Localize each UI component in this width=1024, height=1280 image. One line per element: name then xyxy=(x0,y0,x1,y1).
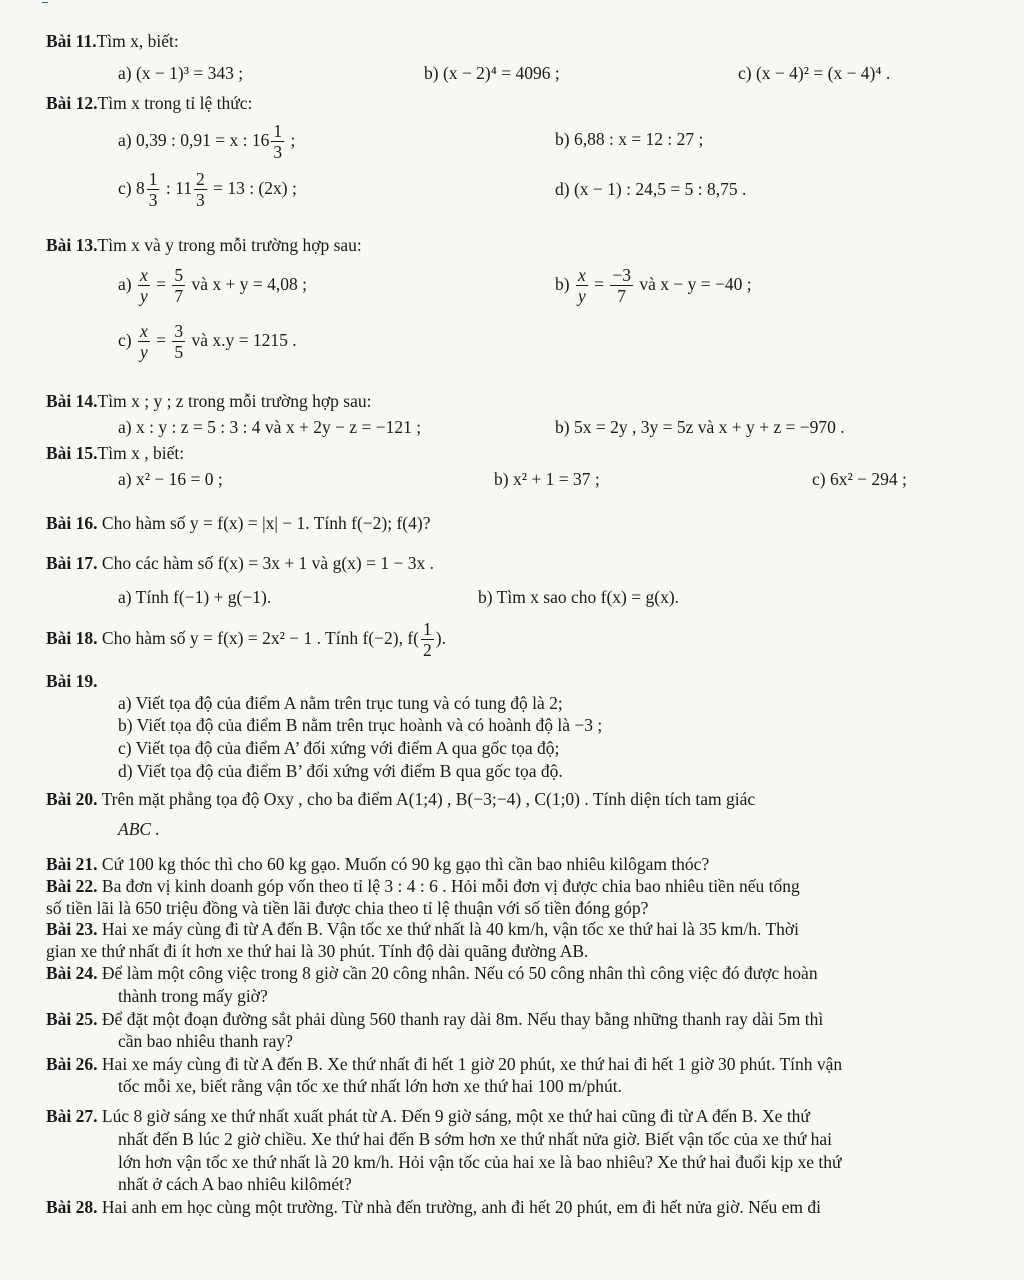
problem-27 xyxy=(46,1105,810,1127)
problem-27-text4: nhất ở cách A bao nhiêu kilômét? xyxy=(118,1174,352,1194)
frac-den: 2 xyxy=(423,640,432,661)
problem-23 xyxy=(46,918,799,940)
fraction-5-7 xyxy=(172,265,185,306)
frac-den: 5 xyxy=(174,342,184,363)
problem-23-text1: Hai xe máy cùng đi từ A đến B. Vận tốc xe thứ nhất là 40 km/h, vận tốc xe thứ hai là 35 km/h. Thời xyxy=(101,919,800,939)
problem-27-text1: Lúc 8 giờ sáng xe thứ nhất xuất phát từ A. Đến 9 giờ sáng, một xe thứ hai cũng đi từ A đến B. Xe thứ xyxy=(101,1106,810,1126)
problem-12-b: b) 6,88 : x = 12 : 27 ; xyxy=(555,129,704,149)
problem-25-text2: cần bao nhiêu thanh ray? xyxy=(118,1031,293,1051)
problem-13-text: Tìm x và y trong mỗi trường hợp sau: xyxy=(97,235,362,255)
frac-num: 5 xyxy=(174,265,184,286)
problem-20-title: Bài 20. xyxy=(46,789,98,809)
problem-22 xyxy=(46,875,800,897)
problem-25-title: Bài 25. xyxy=(46,1009,98,1029)
problem-13-a-post: và x + y = 4,08 ; xyxy=(191,274,308,294)
problem-11-title: Bài 11. xyxy=(46,31,97,51)
frac-num: 1 xyxy=(273,121,283,142)
problem-26-text2: tốc mỗi xe, biết rằng vận tốc xe thứ nhất lớn hơn xe thứ hai 100 m/phút. xyxy=(118,1076,623,1096)
problem-25 xyxy=(46,1008,823,1030)
problem-15-heading xyxy=(46,442,184,464)
problem-12-d: d) (x − 1) : 24,5 = 5 : 8,75 . xyxy=(555,179,747,199)
problem-13-c: c) $\frac{x}{y}$ = $\frac{3}{5}$ và x.y = 1215 . xyxy=(118,321,297,363)
problem-18-text-pre: Cho hàm số y = f(x) = 2x² − 1 . Tính f(−2), f( xyxy=(101,628,419,648)
problem-12-a-post: ; xyxy=(286,130,296,150)
problem-24-title: Bài 24. xyxy=(46,963,98,983)
problem-13-title: Bài 13. xyxy=(46,235,98,255)
fraction-2-3 xyxy=(194,169,207,210)
problem-27-text2: nhất đến B lúc 2 giờ chiều. Xe thứ hai đến B sớm hơn xe thứ nhất nửa giờ. Biết vận tốc của xe thứ hai xyxy=(118,1129,833,1149)
problem-14-text: Tìm x ; y ; z trong mỗi trường hợp sau: xyxy=(97,391,372,411)
problem-13-b: b) $\frac{x}{y}$ = $\frac{-3}{7}$ và x − y = −40 ; xyxy=(555,265,752,307)
problem-19-a: a) Viết tọa độ của điểm A nằm trên trục tung và có tung độ là 2; xyxy=(118,693,563,713)
problem-15-title: Bài 15. xyxy=(46,443,98,463)
frac-den: 7 xyxy=(617,286,627,307)
problem-14-title: Bài 14. xyxy=(46,391,98,411)
problem-13-a: a) $\frac{x}{y}$ = $\frac{5}{7}$ và x + y = 4,08 ; xyxy=(118,265,308,307)
problem-17 xyxy=(46,552,434,574)
problem-13-c-post: và x.y = 1215 . xyxy=(191,330,297,350)
problem-13-b-pre: b) xyxy=(555,274,570,294)
problem-15-b: b) x² + 1 = 37 ; xyxy=(494,469,600,489)
frac-num: x xyxy=(139,321,148,342)
frac-num: 3 xyxy=(174,321,184,342)
problem-18 xyxy=(46,614,446,662)
problem-15-a: a) x² − 16 = 0 ; xyxy=(118,469,223,489)
problem-15-text: Tìm x , biết: xyxy=(97,443,185,463)
problem-12-c-pre: c) 8 xyxy=(118,178,145,198)
fraction-x-y xyxy=(138,321,150,362)
problem-12-heading xyxy=(46,92,252,114)
problem-12-c xyxy=(118,166,297,210)
problem-17-text: Cho các hàm số f(x) = 3x + 1 và g(x) = 1 − 3x . xyxy=(101,553,434,573)
problem-21-text: Cứ 100 kg thóc thì cho 60 kg gạo. Muốn có 90 kg gạo thì cần bao nhiêu kilôgam thóc? xyxy=(101,854,710,874)
problem-21-title: Bài 21. xyxy=(46,854,98,874)
fraction-x-y xyxy=(576,265,588,306)
problem-11-c: c) (x − 4)² = (x − 4)⁴ . xyxy=(738,63,891,83)
problem-24 xyxy=(46,962,818,984)
frac-den: y xyxy=(139,286,148,307)
problem-13-b-post: và x − y = −40 ; xyxy=(639,274,752,294)
problem-12-title: Bài 12. xyxy=(46,93,98,113)
problem-22-title: Bài 22. xyxy=(46,876,98,896)
frac-num: 1 xyxy=(423,619,432,640)
frac-num: 2 xyxy=(195,169,205,190)
problem-17-a: a) Tính f(−1) + g(−1). xyxy=(118,587,272,607)
problem-13-heading xyxy=(46,234,362,256)
problem-16 xyxy=(46,512,430,534)
problem-19-b: b) Viết tọa độ của điểm B nằm trên trục hoành và có hoành độ là −3 ; xyxy=(118,715,603,735)
fraction-x-y xyxy=(138,265,150,306)
problem-14-b: b) 5x = 2y , 3y = 5z và x + y + z = −970 . xyxy=(555,417,845,437)
problem-11-text: Tìm x, biết: xyxy=(96,31,179,51)
problem-22-text2: số tiền lãi là 650 triệu đồng và tiền lãi được chia theo tỉ lệ thuận với số tiền đóng góp? xyxy=(46,898,649,918)
fraction-1-2 xyxy=(421,619,434,660)
problem-17-title: Bài 17. xyxy=(46,553,98,573)
frac-num: −3 xyxy=(612,265,631,286)
problem-28-text: Hai anh em học cùng một trường. Từ nhà đến trường, anh đi hết 20 phút, em đi hết nửa giờ. Nếu em đi xyxy=(101,1197,821,1217)
problem-27-text3: lớn hơn vận tốc xe thứ nhất là 20 km/h. Hỏi vận tốc của hai xe là bao nhiêu? Xe thứ hai đuổi kịp xe thứ xyxy=(118,1152,842,1172)
frac-num: x xyxy=(139,265,148,286)
frac-num: 1 xyxy=(148,169,158,190)
problem-20-text1: Trên mặt phẳng tọa độ Oxy , cho ba điểm A(1;4) , B(−3;−4) , C(1;0) . Tính diện tích tam giác xyxy=(101,789,756,809)
problem-12-c-post: = 13 : (2x) ; xyxy=(208,178,297,198)
problem-27-title: Bài 27. xyxy=(46,1106,98,1126)
fraction-neg3-7 xyxy=(610,265,633,306)
problem-25-text1: Để đặt một đoạn đường sắt phải dùng 560 thanh ray dài 8m. Nếu thay bằng những thanh ray dài 5m thì xyxy=(101,1009,824,1029)
frac-den: 3 xyxy=(195,190,205,211)
problem-11-b: b) (x − 2)⁴ = 4096 ; xyxy=(424,63,560,83)
problem-28 xyxy=(46,1196,821,1218)
problem-15-c: c) 6x² − 294 ; xyxy=(812,469,907,489)
problem-28-title: Bài 28. xyxy=(46,1197,98,1217)
frac-den: 3 xyxy=(148,190,158,211)
problem-24-text1: Để làm một công việc trong 8 giờ cần 20 công nhân. Nếu có 50 công nhân thì công việc đó được hoàn xyxy=(101,963,818,983)
problem-16-text: Cho hàm số y = f(x) = |x| − 1. Tính f(−2); f(4)? xyxy=(101,513,431,533)
corner-mark xyxy=(42,2,48,7)
problem-19-d: d) Viết tọa độ của điểm B’ đối xứng với điểm B qua gốc tọa độ. xyxy=(118,761,563,781)
frac-den: 7 xyxy=(174,286,184,307)
problem-14-a: a) x : y : z = 5 : 3 : 4 và x + 2y − z = −121 ; xyxy=(118,417,422,437)
problem-13-a-pre: a) xyxy=(118,274,132,294)
problem-24-text2: thành trong mấy giờ? xyxy=(118,986,268,1006)
problem-19-c: c) Viết tọa độ của điểm A’ đối xứng với điểm A qua gốc tọa độ; xyxy=(118,738,560,758)
frac-den: y xyxy=(577,286,586,307)
frac-num: x xyxy=(577,265,586,286)
problem-20 xyxy=(46,788,755,810)
problem-22-text1: Ba đơn vị kinh doanh góp vốn theo tỉ lệ 3 : 4 : 6 . Hỏi mỗi đơn vị được chia bao nhiêu tiền nếu tổng xyxy=(101,876,800,896)
problem-11-heading xyxy=(46,30,179,52)
problem-26-title: Bài 26. xyxy=(46,1054,98,1074)
frac-den: 3 xyxy=(273,142,283,163)
problem-12-text: Tìm x trong tỉ lệ thức: xyxy=(97,93,253,113)
problem-23-text2: gian xe thứ nhất đi ít hơn xe thứ hai là 30 phút. Tính độ dài quãng đường AB. xyxy=(46,941,589,961)
fraction-1-3 xyxy=(271,121,284,162)
frac-den: y xyxy=(139,342,148,363)
problem-12-a xyxy=(118,118,295,162)
problem-18-text-post: ). xyxy=(435,628,446,648)
problem-19-title: Bài 19. xyxy=(46,671,98,691)
problem-13-c-pre: c) xyxy=(118,330,132,350)
problem-21 xyxy=(46,853,709,875)
problem-11-a: a) (x − 1)³ = 343 ; xyxy=(118,63,244,83)
problem-14-heading xyxy=(46,390,372,412)
problem-12-a-pre: a) 0,39 : 0,91 = x : 16 xyxy=(118,130,270,150)
problem-23-title: Bài 23. xyxy=(46,919,98,939)
problem-17-b: b) Tìm x sao cho f(x) = g(x). xyxy=(478,587,680,607)
problem-16-title: Bài 16. xyxy=(46,513,98,533)
fraction-1-3 xyxy=(147,169,160,210)
problem-12-c-mid: : 11 xyxy=(161,178,192,198)
problem-20-text2: ABC . xyxy=(118,819,160,839)
fraction-3-5 xyxy=(172,321,185,362)
problem-18-title: Bài 18. xyxy=(46,628,98,648)
problem-26-text1: Hai xe máy cùng đi từ A đến B. Xe thứ nhất đi hết 1 giờ 20 phút, xe thứ hai đi hết 1 giờ 30 phút. Tính vận xyxy=(101,1054,843,1074)
problem-26 xyxy=(46,1053,842,1075)
